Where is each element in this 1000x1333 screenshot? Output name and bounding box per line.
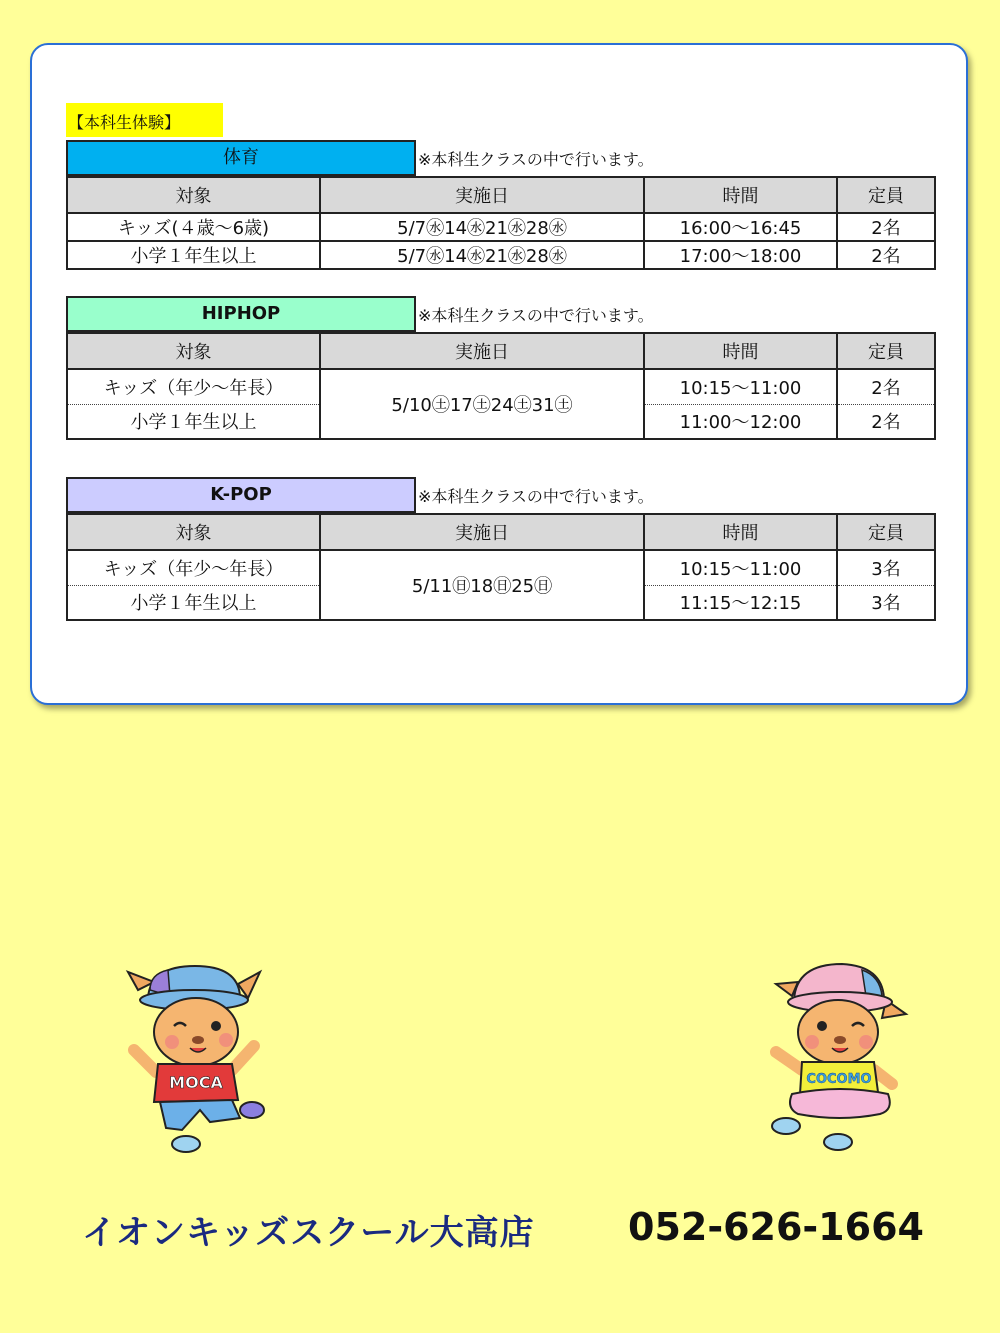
mascot-moca-icon bbox=[120, 960, 270, 1160]
header-capacity: 定員 bbox=[837, 514, 935, 550]
header-target: 対象 bbox=[67, 177, 320, 213]
phone-number: 052-626-1664 bbox=[628, 1205, 924, 1249]
cell-date: 5/7㊌14㊌21㊌28㊌ bbox=[320, 213, 644, 241]
cell-date: 5/11㊐18㊐25㊐ bbox=[320, 550, 644, 620]
header-target: 対象 bbox=[67, 514, 320, 550]
cell-capacity: 2名 bbox=[837, 213, 935, 241]
table-row bbox=[67, 241, 935, 269]
cell-capacity: 3名 bbox=[837, 550, 935, 585]
note-kpop: ※本科生クラスの中で行います。 bbox=[418, 487, 654, 506]
cell-target: 小学１年生以上 bbox=[67, 585, 320, 620]
cell-time: 16:00～16:45 bbox=[644, 213, 837, 241]
category-hiphop: HIPHOP bbox=[66, 296, 416, 332]
header-target: 対象 bbox=[67, 333, 320, 369]
mascot-left-shirt-text: MOCA bbox=[169, 1073, 223, 1092]
cell-date: 5/10㊏17㊏24㊏31㊏ bbox=[320, 369, 644, 439]
header-date: 実施日 bbox=[320, 514, 644, 550]
cell-time: 17:00～18:00 bbox=[644, 241, 837, 269]
cell-capacity: 2名 bbox=[837, 241, 935, 269]
header-time: 時間 bbox=[644, 177, 837, 213]
category-kpop: K-POP bbox=[66, 477, 416, 513]
cell-target: キッズ（年少～年長） bbox=[67, 369, 320, 404]
mascot-right-shirt-text: COCOMO bbox=[806, 1072, 872, 1087]
header-capacity: 定員 bbox=[837, 177, 935, 213]
cell-time: 10:15～11:00 bbox=[644, 369, 837, 404]
cell-capacity: 3名 bbox=[837, 585, 935, 620]
header-date: 実施日 bbox=[320, 177, 644, 213]
cell-target: 小学１年生以上 bbox=[67, 241, 320, 269]
cell-time: 10:15～11:00 bbox=[644, 550, 837, 585]
cell-capacity: 2名 bbox=[837, 404, 935, 439]
store-name: イオンキッズスクール大高店 bbox=[82, 1213, 535, 1253]
note-taiiku: ※本科生クラスの中で行います。 bbox=[418, 150, 654, 169]
table-row bbox=[67, 369, 935, 404]
table-hiphop bbox=[66, 332, 936, 440]
cell-target: キッズ(４歳～6歳) bbox=[67, 213, 320, 241]
table-row bbox=[67, 550, 935, 585]
table-row bbox=[67, 213, 935, 241]
section-label: 【本科生体験】 bbox=[66, 103, 223, 137]
header-capacity: 定員 bbox=[837, 333, 935, 369]
cell-capacity: 2名 bbox=[837, 369, 935, 404]
table-taiiku bbox=[66, 176, 936, 270]
cell-time: 11:00～12:00 bbox=[644, 404, 837, 439]
header-time: 時間 bbox=[644, 333, 837, 369]
cell-target: 小学１年生以上 bbox=[67, 404, 320, 439]
cell-time: 11:15～12:15 bbox=[644, 585, 837, 620]
mascot-cocomo-icon bbox=[762, 960, 912, 1160]
table-kpop bbox=[66, 513, 936, 621]
cell-target: キッズ（年少～年長） bbox=[67, 550, 320, 585]
category-taiiku: 体育 bbox=[66, 140, 416, 176]
note-hiphop: ※本科生クラスの中で行います。 bbox=[418, 306, 654, 325]
header-time: 時間 bbox=[644, 514, 837, 550]
cell-date: 5/7㊌14㊌21㊌28㊌ bbox=[320, 241, 644, 269]
header-date: 実施日 bbox=[320, 333, 644, 369]
